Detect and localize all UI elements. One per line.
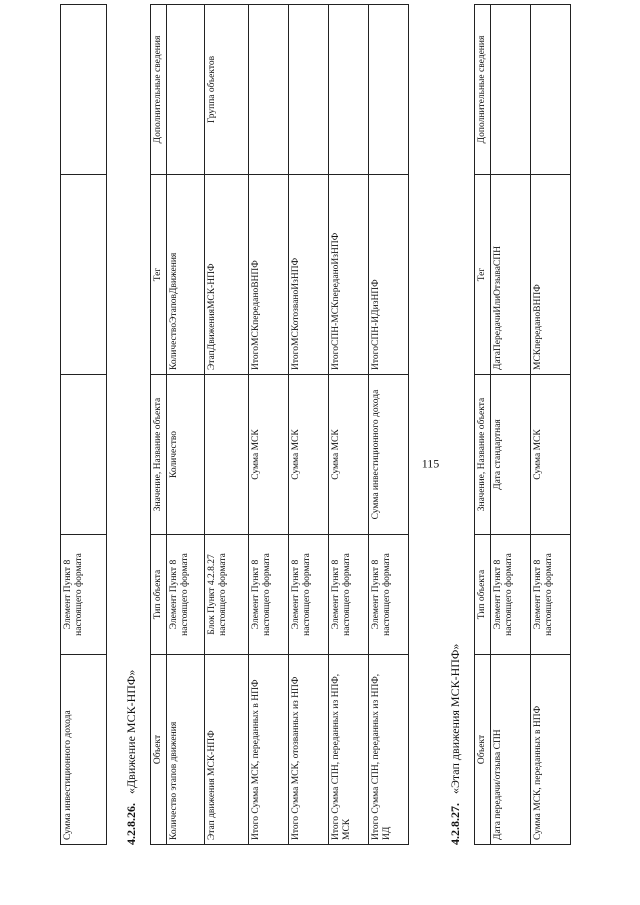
- header-type: Тип объекта: [151, 535, 167, 655]
- cell-type: Блок Пункт 4.2.8.27 настоящего формата: [204, 535, 248, 655]
- cell-tag: [61, 175, 107, 375]
- cell-type: Элемент Пункт 8 настоящего формата: [166, 535, 204, 655]
- cell-extra: [166, 5, 204, 175]
- cell-extra: [328, 5, 368, 175]
- cell-tag: ЭтапДвиженияМСК-НПФ: [204, 175, 248, 375]
- table-row: [490, 5, 530, 845]
- cell-object: Итого Сумма СПН, переданных из НПФ, МСК: [328, 655, 368, 845]
- table-row: [530, 5, 570, 845]
- cell-extra: [368, 5, 408, 175]
- header-type: Тип объекта: [475, 535, 491, 655]
- cell-tag: ИтогоСПН-ИДизНПФ: [368, 175, 408, 375]
- header-extra: Дополнительные сведения: [475, 5, 491, 175]
- cell-type: Элемент Пункт 8 настоящего формата: [248, 535, 288, 655]
- cell-tag: КоличествоЭтаповДвижения: [166, 175, 204, 375]
- cell-object: Итого Сумма МСК, отозванных из НПФ: [288, 655, 328, 845]
- cell-type: Элемент Пункт 8 настоящего формата: [328, 535, 368, 655]
- cell-tag: ИтогоМСКпереданоВНПФ: [248, 175, 288, 375]
- table-header-row: [475, 5, 491, 845]
- table-row: [368, 5, 408, 845]
- cell-object: Итого Сумма МСК, переданных в НПФ: [248, 655, 288, 845]
- cell-tag: ДатаПередачиИлиОтзываСПН: [490, 175, 530, 375]
- cell-extra: [61, 5, 107, 175]
- table-movement: [150, 4, 409, 845]
- cell-value: [61, 375, 107, 535]
- cell-object: Сумма МСК, переданных в НПФ: [530, 655, 570, 845]
- section-heading-27: [448, 644, 463, 845]
- table-row: [288, 5, 328, 845]
- cell-value: Сумма МСК: [288, 375, 328, 535]
- cell-type: Элемент Пункт 8 настоящего формата: [288, 535, 328, 655]
- section-title: «Движение МСК-НПФ»: [124, 669, 138, 794]
- cell-value: Сумма МСК: [248, 375, 288, 535]
- header-extra: Дополнительные сведения: [151, 5, 167, 175]
- cell-tag: ИтогоМСКотозваноИзНПФ: [288, 175, 328, 375]
- cell-object: Итого Сумма СПН, переданных из НПФ, ИД: [368, 655, 408, 845]
- section-title: «Этап движения МСК-НПФ»: [448, 643, 462, 794]
- cell-type: Элемент Пункт 8 настоящего формата: [530, 535, 570, 655]
- table-row: [204, 5, 248, 845]
- header-object: Объект: [151, 655, 167, 845]
- section-number: 4.2.8.27.: [448, 803, 462, 845]
- cell-object: Сумма инвестиционного дохода: [61, 655, 107, 845]
- cell-extra: Группа объектов: [204, 5, 248, 175]
- cell-value: [204, 375, 248, 535]
- cell-value: Количество: [166, 375, 204, 535]
- table-row: [61, 5, 107, 845]
- cell-extra: [530, 5, 570, 175]
- header-value: Значение, Название объекта: [475, 375, 491, 535]
- cell-value: Сумма МСК: [328, 375, 368, 535]
- header-value: Значение, Название объекта: [151, 375, 167, 535]
- header-tag: Тег: [475, 175, 491, 375]
- cell-extra: [248, 5, 288, 175]
- page-number: 115: [421, 456, 440, 471]
- cell-type: Элемент Пункт 8 настоящего формата: [490, 535, 530, 655]
- top-fragment-table: [60, 4, 107, 845]
- cell-tag: ИтогоСПН-МСКпереданоИзНПФ: [328, 175, 368, 375]
- table-row: [328, 5, 368, 845]
- cell-extra: [490, 5, 530, 175]
- table-row: [248, 5, 288, 845]
- header-tag: Тег: [151, 175, 167, 375]
- cell-type: Элемент Пункт 8 настоящего формата: [61, 535, 107, 655]
- header-object: Объект: [475, 655, 491, 845]
- cell-object: Количество этапов движения: [166, 655, 204, 845]
- cell-object: Этап движения МСК-НПФ: [204, 655, 248, 845]
- table-row: [166, 5, 204, 845]
- cell-extra: [288, 5, 328, 175]
- cell-value: Сумма МСК: [530, 375, 570, 535]
- cell-value: Сумма инвестиционного дохода: [368, 375, 408, 535]
- section-heading-26: [124, 670, 139, 845]
- table-stage: [474, 4, 571, 845]
- cell-type: Элемент Пункт 8 настоящего формата: [368, 535, 408, 655]
- cell-value: Дата стандартная: [490, 375, 530, 535]
- cell-tag: МСКпереданоВНПФ: [530, 175, 570, 375]
- cell-object: Дата передачи/отзыва СПН: [490, 655, 530, 845]
- section-number: 4.2.8.26.: [124, 803, 138, 845]
- table-header-row: [151, 5, 167, 845]
